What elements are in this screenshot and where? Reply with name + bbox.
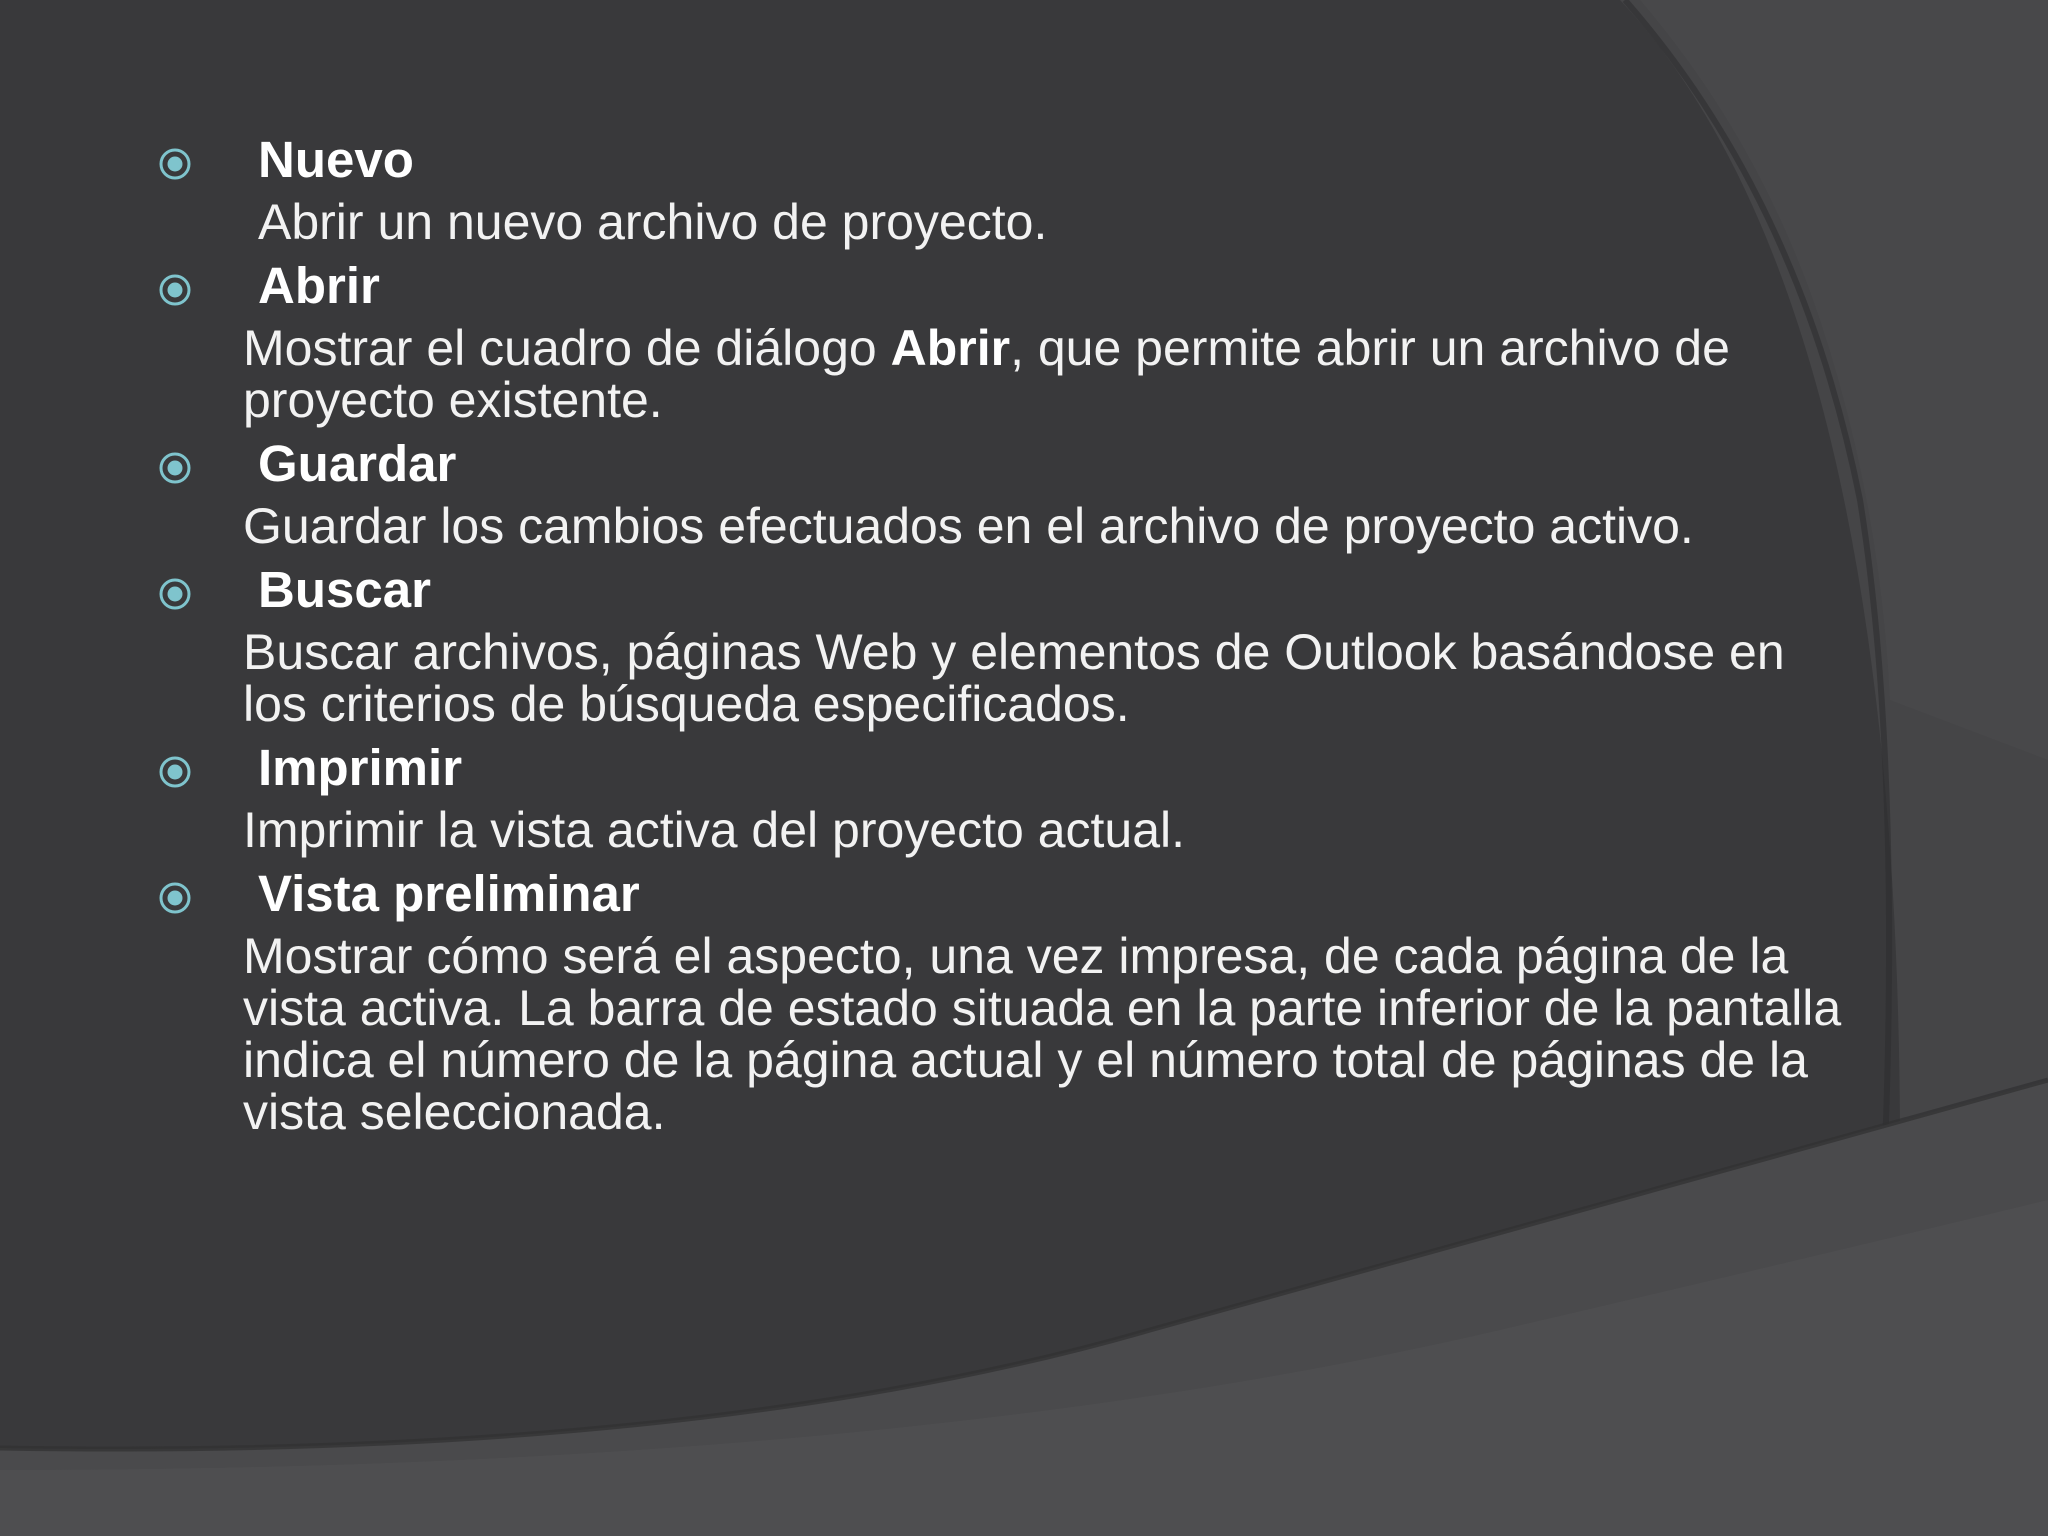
list-item (150, 432, 1850, 558)
item-title: Guardar (258, 435, 457, 492)
item-description: Abrir un nuevo archivo de proyecto. (258, 194, 1048, 250)
item-description: Imprimir la vista activa del proyecto actual. (243, 802, 1186, 858)
target-circle-icon (158, 147, 192, 181)
item-heading (150, 862, 1850, 926)
item-description-text: Mostrar el cuadro de diálogo (243, 320, 891, 376)
item-heading (150, 254, 1850, 318)
item-description (243, 318, 1850, 432)
item-description: Mostrar cómo será el aspecto, una vez impresa, de cada página de la vista activa. La barra de estado situada en la parte inferior de la pantalla indica el número de la página actual y el número total de páginas de la vista seleccionada. (243, 928, 1842, 1140)
list-item (150, 128, 1850, 254)
item-title: Imprimir (258, 739, 463, 796)
item-title: Buscar (258, 561, 431, 618)
target-circle-icon (158, 577, 192, 611)
list-item (150, 862, 1850, 1144)
list-item (150, 736, 1850, 862)
item-heading (150, 736, 1850, 800)
list-item (150, 254, 1850, 432)
item-title: Abrir (258, 257, 380, 314)
item-heading (150, 432, 1850, 496)
item-description-bold: Abrir (890, 320, 1011, 376)
target-circle-icon (158, 273, 192, 307)
item-title: Vista preliminar (258, 865, 640, 922)
item-description-text: , que permite abrir un archivo de proyecto existente. (243, 320, 1730, 428)
target-circle-icon (158, 451, 192, 485)
target-circle-icon (158, 755, 192, 789)
item-description: Guardar los cambios efectuados en el archivo de proyecto activo. (243, 498, 1694, 554)
item-title: Nuevo (258, 131, 414, 188)
item-heading (150, 558, 1850, 622)
item-description: Buscar archivos, páginas Web y elementos de Outlook basándose en los criterios de búsqueda especificados. (243, 624, 1785, 732)
item-heading (150, 128, 1850, 192)
bullet-list (150, 128, 1850, 1144)
list-item (150, 558, 1850, 736)
target-circle-icon (158, 881, 192, 915)
